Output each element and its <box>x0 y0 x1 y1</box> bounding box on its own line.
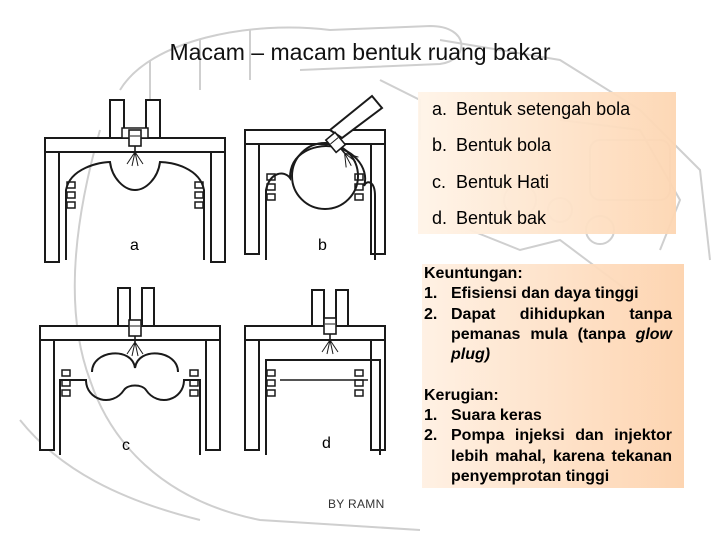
diagram-c-heart <box>40 288 220 455</box>
diagram-label-b: b <box>318 237 327 254</box>
notes-text <box>424 264 672 487</box>
diagram-label-a: a <box>130 237 139 254</box>
slide-title: Macam – macam bentuk ruang bakar <box>169 39 551 65</box>
disadvantage-item: 2. Pompa injeksi dan injektor lebih mahal, karena tekanan penyemprotan tinggi <box>424 427 672 485</box>
diagram-b-sphere <box>245 96 385 260</box>
chamber-type-item: b. Bentuk bola <box>432 135 552 155</box>
chamber-type-item: c. Bentuk Hati <box>432 172 550 192</box>
disadvantage-item: 1. Suara keras <box>424 407 542 425</box>
advantage-item: 1. Efisiensi dan daya tinggi <box>424 285 639 303</box>
diagram-label-c: c <box>122 437 130 454</box>
diagram-label-d: d <box>322 435 331 452</box>
disadvantages-list <box>424 406 672 487</box>
chamber-type-item: a. Bentuk setengah bola <box>432 99 631 119</box>
disadvantages-heading: Kerugian: <box>424 386 499 404</box>
chamber-type-item: d. Bentuk bak <box>432 208 547 228</box>
advantage-item: 2. Dapat dihidupkan tanpa pemanas mula (tanpa glow plug) <box>424 305 672 364</box>
diagram-d-basin <box>245 290 385 455</box>
author-credit: BY RAMN <box>328 497 385 511</box>
advantages-heading: Keuntungan: <box>424 265 523 282</box>
advantages-list <box>424 284 672 385</box>
